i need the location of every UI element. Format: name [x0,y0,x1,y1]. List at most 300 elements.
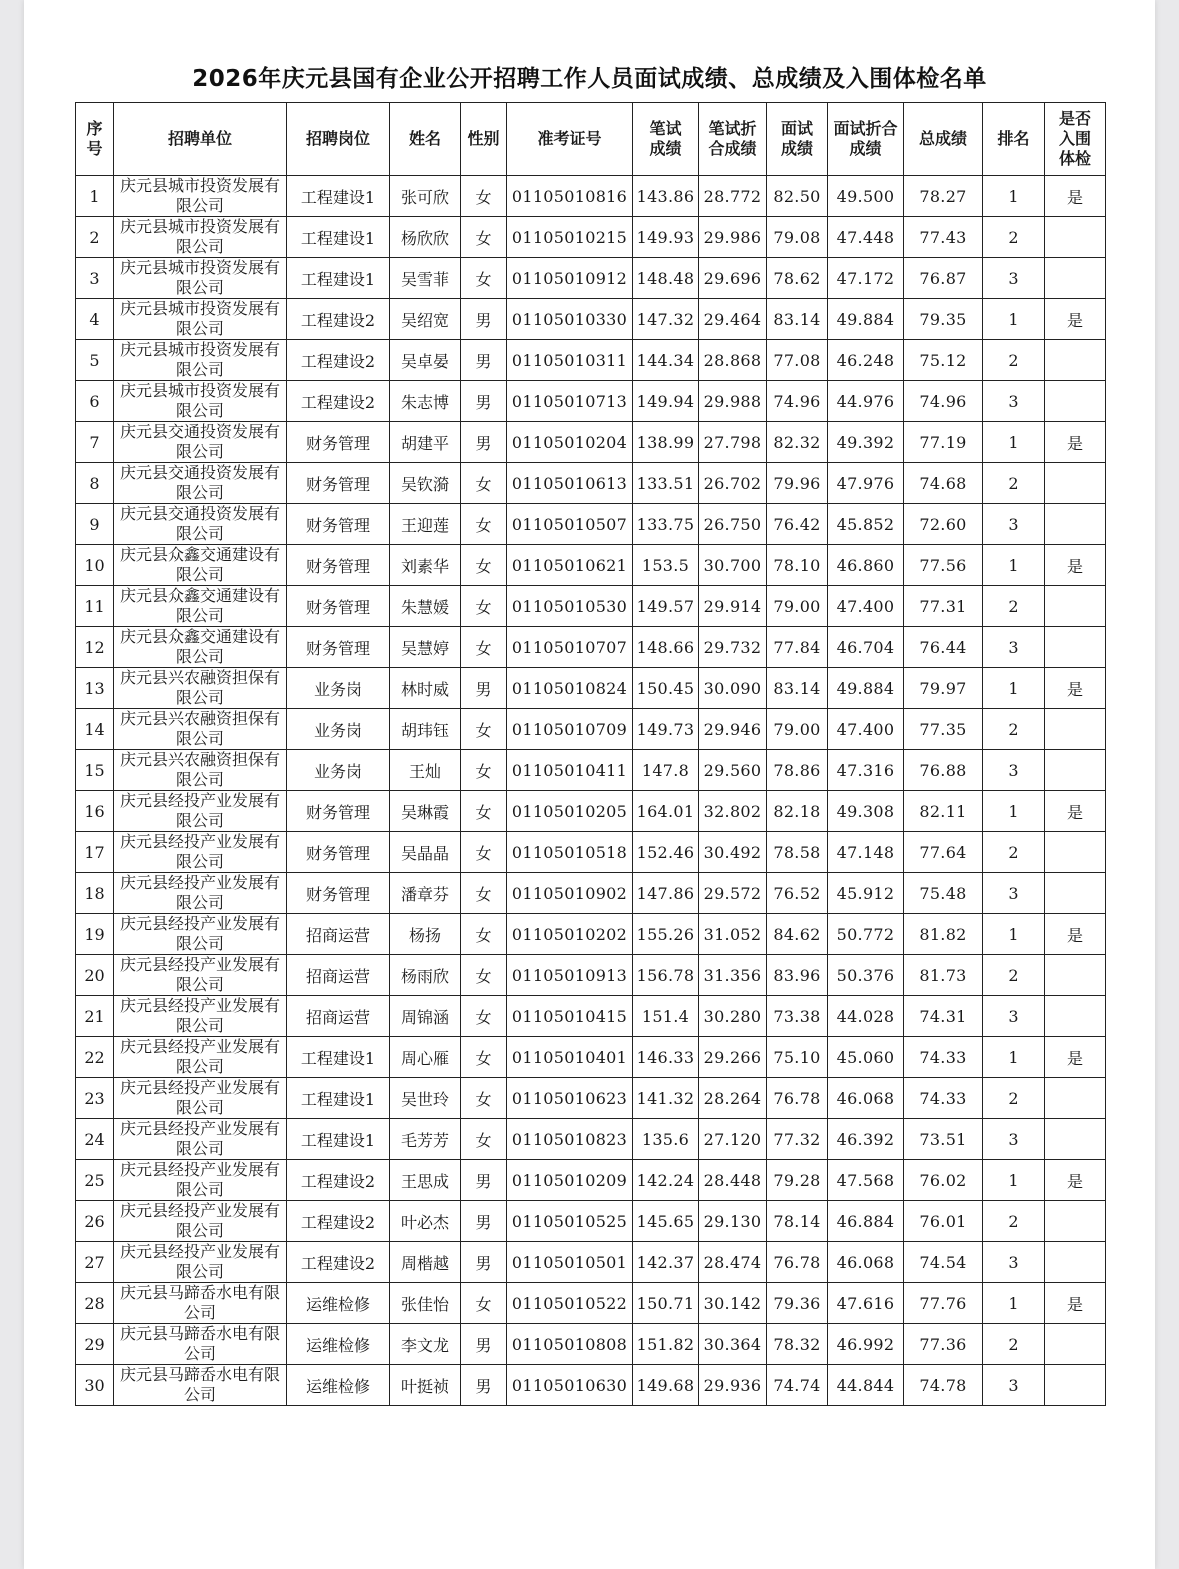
cell-total: 77.19 [904,422,983,463]
cell-name: 杨雨欣 [390,955,461,996]
table-row [76,709,1106,750]
unit-text: 庆元县经投产业发展有限公司 [119,1242,280,1281]
cell-position: 财务管理 [287,463,390,504]
cell-written-weighted: 26.702 [699,463,767,504]
table-row [76,627,1106,668]
cell-position: 工程建设1 [287,176,390,217]
cell-total: 74.54 [904,1242,983,1283]
unit-text: 庆元县兴农融资担保有限公司 [119,668,280,707]
cell-written-score: 147.86 [633,873,699,914]
cell-seq: 26 [76,1201,114,1242]
cell-rank: 2 [983,217,1045,258]
cell-rank: 3 [983,873,1045,914]
cell-gender: 男 [461,340,507,381]
cell-exam-id: 01105010808 [507,1324,633,1365]
cell-position: 工程建设2 [287,1201,390,1242]
cell-physical-exam [1045,1242,1106,1283]
cell-written-weighted: 30.280 [699,996,767,1037]
cell-rank: 1 [983,176,1045,217]
cell-position: 财务管理 [287,545,390,586]
cell-unit [114,1242,287,1283]
header-written-score: 笔试成绩 [633,103,699,176]
cell-written-weighted: 28.448 [699,1160,767,1201]
cell-unit [114,750,287,791]
table-row [76,299,1106,340]
cell-position: 运维检修 [287,1365,390,1406]
cell-physical-exam: 是 [1045,668,1106,709]
cell-interview-score: 84.62 [767,914,828,955]
cell-rank: 1 [983,545,1045,586]
cell-total: 76.88 [904,750,983,791]
cell-interview-weighted: 46.704 [828,627,904,668]
cell-exam-id: 01105010530 [507,586,633,627]
unit-text: 庆元县经投产业发展有限公司 [119,1160,280,1199]
cell-total: 79.97 [904,668,983,709]
cell-interview-weighted: 47.400 [828,586,904,627]
unit-text: 庆元县交通投资发展有限公司 [119,422,280,461]
cell-total: 74.31 [904,996,983,1037]
table-row [76,1078,1106,1119]
table-body [76,176,1106,1406]
cell-unit [114,791,287,832]
cell-interview-weighted: 47.172 [828,258,904,299]
cell-gender: 男 [461,299,507,340]
cell-gender: 女 [461,217,507,258]
cell-total: 77.36 [904,1324,983,1365]
cell-interview-weighted: 47.148 [828,832,904,873]
cell-seq: 24 [76,1119,114,1160]
cell-position: 财务管理 [287,832,390,873]
cell-gender: 女 [461,709,507,750]
cell-position: 业务岗 [287,709,390,750]
cell-interview-weighted: 46.392 [828,1119,904,1160]
cell-gender: 女 [461,832,507,873]
cell-interview-score: 74.96 [767,381,828,422]
cell-unit [114,1078,287,1119]
cell-written-score: 141.32 [633,1078,699,1119]
cell-rank: 2 [983,463,1045,504]
cell-seq: 23 [76,1078,114,1119]
cell-interview-weighted: 49.500 [828,176,904,217]
cell-physical-exam: 是 [1045,914,1106,955]
unit-text: 庆元县经投产业发展有限公司 [119,955,280,994]
cell-gender: 女 [461,750,507,791]
cell-interview-score: 76.52 [767,873,828,914]
cell-physical-exam [1045,1119,1106,1160]
cell-written-weighted: 29.986 [699,217,767,258]
cell-interview-score: 74.74 [767,1365,828,1406]
cell-gender: 女 [461,996,507,1037]
cell-written-score: 133.75 [633,504,699,545]
cell-written-score: 147.8 [633,750,699,791]
table-row [76,1242,1106,1283]
cell-written-weighted: 29.560 [699,750,767,791]
cell-position: 财务管理 [287,791,390,832]
cell-interview-score: 78.86 [767,750,828,791]
cell-rank: 3 [983,1119,1045,1160]
cell-physical-exam [1045,1201,1106,1242]
cell-seq: 13 [76,668,114,709]
cell-gender: 女 [461,955,507,996]
cell-written-weighted: 29.572 [699,873,767,914]
cell-name: 吴琳霞 [390,791,461,832]
cell-position: 工程建设1 [287,1037,390,1078]
cell-seq: 14 [76,709,114,750]
document-page [24,0,1155,1569]
cell-position: 运维检修 [287,1324,390,1365]
cell-rank: 1 [983,668,1045,709]
cell-written-weighted: 29.696 [699,258,767,299]
header-position: 招聘岗位 [287,103,390,176]
cell-unit [114,258,287,299]
cell-gender: 男 [461,1324,507,1365]
cell-interview-score: 73.38 [767,996,828,1037]
cell-interview-score: 83.14 [767,299,828,340]
cell-seq: 2 [76,217,114,258]
unit-text: 庆元县经投产业发展有限公司 [119,996,280,1035]
cell-rank: 2 [983,340,1045,381]
cell-physical-exam [1045,1078,1106,1119]
cell-exam-id: 01105010202 [507,914,633,955]
cell-position: 财务管理 [287,422,390,463]
cell-physical-exam [1045,873,1106,914]
cell-unit [114,873,287,914]
cell-gender: 女 [461,791,507,832]
cell-unit [114,217,287,258]
cell-exam-id: 01105010525 [507,1201,633,1242]
table-row [76,340,1106,381]
table-row [76,504,1106,545]
unit-text: 庆元县兴农融资担保有限公司 [119,709,280,748]
cell-name: 朱志博 [390,381,461,422]
cell-exam-id: 01105010613 [507,463,633,504]
cell-exam-id: 01105010823 [507,1119,633,1160]
cell-exam-id: 01105010311 [507,340,633,381]
cell-interview-weighted: 46.068 [828,1078,904,1119]
header-interview-weighted: 面试折合成绩 [828,103,904,176]
cell-gender: 女 [461,914,507,955]
unit-text: 庆元县众鑫交通建设有限公司 [119,586,280,625]
cell-name: 王灿 [390,750,461,791]
cell-written-weighted: 30.492 [699,832,767,873]
unit-text: 庆元县经投产业发展有限公司 [119,1078,280,1117]
cell-position: 运维检修 [287,1283,390,1324]
cell-unit [114,668,287,709]
table-row [76,1283,1106,1324]
cell-exam-id: 01105010522 [507,1283,633,1324]
cell-seq: 6 [76,381,114,422]
cell-rank: 3 [983,381,1045,422]
cell-interview-weighted: 44.844 [828,1365,904,1406]
cell-unit [114,1365,287,1406]
cell-seq: 15 [76,750,114,791]
cell-gender: 女 [461,1283,507,1324]
cell-physical-exam [1045,996,1106,1037]
unit-text: 庆元县兴农融资担保有限公司 [119,750,280,789]
cell-physical-exam [1045,504,1106,545]
cell-total: 75.48 [904,873,983,914]
cell-exam-id: 01105010501 [507,1242,633,1283]
unit-text: 庆元县马蹄岙水电有限公司 [119,1365,280,1404]
cell-name: 朱慧媛 [390,586,461,627]
cell-written-score: 144.34 [633,340,699,381]
cell-rank: 3 [983,258,1045,299]
cell-interview-weighted: 44.028 [828,996,904,1037]
cell-written-score: 133.51 [633,463,699,504]
cell-physical-exam: 是 [1045,299,1106,340]
cell-interview-weighted: 45.912 [828,873,904,914]
unit-text: 庆元县众鑫交通建设有限公司 [119,545,280,584]
cell-total: 78.27 [904,176,983,217]
cell-total: 79.35 [904,299,983,340]
cell-interview-score: 79.36 [767,1283,828,1324]
cell-written-weighted: 29.936 [699,1365,767,1406]
cell-written-score: 138.99 [633,422,699,463]
unit-text: 庆元县交通投资发展有限公司 [119,463,280,502]
cell-unit [114,381,287,422]
cell-exam-id: 01105010209 [507,1160,633,1201]
cell-seq: 9 [76,504,114,545]
cell-total: 76.02 [904,1160,983,1201]
unit-text: 庆元县马蹄岙水电有限公司 [119,1283,280,1322]
cell-interview-weighted: 45.852 [828,504,904,545]
cell-name: 刘素华 [390,545,461,586]
cell-written-score: 156.78 [633,955,699,996]
table-row [76,996,1106,1037]
document-title: 2026年庆元县国有企业公开招聘工作人员面试成绩、总成绩及入围体检名单 [192,66,987,92]
cell-interview-weighted: 47.316 [828,750,904,791]
cell-seq: 19 [76,914,114,955]
cell-interview-score: 79.00 [767,586,828,627]
cell-unit [114,176,287,217]
cell-physical-exam: 是 [1045,545,1106,586]
cell-unit [114,709,287,750]
cell-position: 招商运营 [287,914,390,955]
table-row [76,873,1106,914]
cell-interview-score: 76.78 [767,1078,828,1119]
table-row [76,955,1106,996]
cell-interview-score: 78.32 [767,1324,828,1365]
cell-gender: 男 [461,1160,507,1201]
cell-interview-score: 76.42 [767,504,828,545]
cell-written-weighted: 29.464 [699,299,767,340]
cell-unit [114,1324,287,1365]
cell-interview-score: 82.32 [767,422,828,463]
cell-written-score: 164.01 [633,791,699,832]
cell-gender: 女 [461,873,507,914]
cell-exam-id: 01105010709 [507,709,633,750]
cell-position: 业务岗 [287,668,390,709]
cell-total: 74.96 [904,381,983,422]
cell-exam-id: 01105010401 [507,1037,633,1078]
table-row [76,258,1106,299]
table-row [76,914,1106,955]
cell-exam-id: 01105010623 [507,1078,633,1119]
cell-written-weighted: 29.130 [699,1201,767,1242]
cell-total: 74.33 [904,1078,983,1119]
cell-written-weighted: 28.772 [699,176,767,217]
cell-written-score: 143.86 [633,176,699,217]
cell-written-score: 149.57 [633,586,699,627]
cell-name: 吴卓晏 [390,340,461,381]
cell-interview-score: 78.10 [767,545,828,586]
cell-written-weighted: 28.264 [699,1078,767,1119]
cell-rank: 3 [983,996,1045,1037]
cell-interview-weighted: 49.308 [828,791,904,832]
unit-text: 庆元县城市投资发展有限公司 [119,258,280,297]
cell-physical-exam [1045,955,1106,996]
cell-name: 吴慧婷 [390,627,461,668]
cell-position: 工程建设2 [287,381,390,422]
cell-exam-id: 01105010507 [507,504,633,545]
cell-name: 吴世玲 [390,1078,461,1119]
cell-seq: 8 [76,463,114,504]
cell-name: 张佳怡 [390,1283,461,1324]
header-row [76,103,1106,176]
cell-interview-score: 82.18 [767,791,828,832]
cell-rank: 3 [983,1242,1045,1283]
cell-exam-id: 01105010204 [507,422,633,463]
cell-written-weighted: 28.868 [699,340,767,381]
cell-exam-id: 01105010707 [507,627,633,668]
cell-written-weighted: 29.946 [699,709,767,750]
cell-seq: 22 [76,1037,114,1078]
cell-interview-score: 78.14 [767,1201,828,1242]
cell-name: 吴钦漪 [390,463,461,504]
cell-gender: 男 [461,381,507,422]
cell-interview-weighted: 46.992 [828,1324,904,1365]
header-rank: 排名 [983,103,1045,176]
cell-written-score: 147.32 [633,299,699,340]
cell-interview-score: 83.96 [767,955,828,996]
cell-gender: 男 [461,1365,507,1406]
cell-written-score: 151.4 [633,996,699,1037]
cell-gender: 女 [461,586,507,627]
cell-seq: 25 [76,1160,114,1201]
unit-text: 庆元县城市投资发展有限公司 [119,176,280,215]
cell-gender: 男 [461,422,507,463]
cell-position: 业务岗 [287,750,390,791]
cell-unit [114,1201,287,1242]
cell-written-score: 149.73 [633,709,699,750]
cell-physical-exam [1045,340,1106,381]
cell-name: 吴雪菲 [390,258,461,299]
header-total: 总成绩 [904,103,983,176]
cell-unit [114,914,287,955]
cell-gender: 女 [461,1078,507,1119]
cell-seq: 21 [76,996,114,1037]
cell-seq: 3 [76,258,114,299]
cell-seq: 11 [76,586,114,627]
cell-total: 82.11 [904,791,983,832]
cell-written-weighted: 29.732 [699,627,767,668]
cell-name: 胡建平 [390,422,461,463]
cell-physical-exam [1045,258,1106,299]
cell-seq: 20 [76,955,114,996]
cell-total: 77.64 [904,832,983,873]
cell-total: 72.60 [904,504,983,545]
cell-name: 毛芳芳 [390,1119,461,1160]
cell-physical-exam: 是 [1045,422,1106,463]
cell-name: 潘章芬 [390,873,461,914]
cell-physical-exam: 是 [1045,1037,1106,1078]
unit-text: 庆元县经投产业发展有限公司 [119,873,280,912]
cell-gender: 女 [461,258,507,299]
cell-seq: 16 [76,791,114,832]
cell-name: 吴晶晶 [390,832,461,873]
table-row [76,422,1106,463]
cell-physical-exam [1045,627,1106,668]
cell-name: 周心雁 [390,1037,461,1078]
cell-exam-id: 01105010824 [507,668,633,709]
cell-gender: 女 [461,176,507,217]
unit-text: 庆元县经投产业发展有限公司 [119,914,280,953]
cell-interview-weighted: 47.568 [828,1160,904,1201]
table-row [76,463,1106,504]
cell-rank: 2 [983,832,1045,873]
cell-written-weighted: 27.120 [699,1119,767,1160]
cell-written-weighted: 28.474 [699,1242,767,1283]
cell-total: 74.33 [904,1037,983,1078]
cell-exam-id: 01105010816 [507,176,633,217]
cell-total: 73.51 [904,1119,983,1160]
cell-unit [114,955,287,996]
cell-interview-weighted: 49.884 [828,299,904,340]
cell-exam-id: 01105010621 [507,545,633,586]
cell-interview-weighted: 46.248 [828,340,904,381]
cell-interview-score: 78.62 [767,258,828,299]
cell-gender: 女 [461,504,507,545]
cell-interview-weighted: 49.392 [828,422,904,463]
cell-unit [114,1037,287,1078]
cell-interview-score: 78.58 [767,832,828,873]
cell-rank: 1 [983,1160,1045,1201]
cell-rank: 2 [983,1201,1045,1242]
cell-position: 工程建设1 [287,1119,390,1160]
cell-unit [114,996,287,1037]
cell-exam-id: 01105010330 [507,299,633,340]
table-row [76,1201,1106,1242]
cell-written-score: 148.48 [633,258,699,299]
cell-name: 吴绍宽 [390,299,461,340]
cell-total: 77.76 [904,1283,983,1324]
cell-rank: 3 [983,504,1045,545]
table-row [76,791,1106,832]
cell-written-weighted: 31.356 [699,955,767,996]
cell-rank: 2 [983,955,1045,996]
table-row [76,1160,1106,1201]
cell-name: 张可欣 [390,176,461,217]
cell-total: 77.31 [904,586,983,627]
cell-physical-exam [1045,750,1106,791]
cell-seq: 30 [76,1365,114,1406]
cell-unit [114,832,287,873]
cell-interview-weighted: 47.616 [828,1283,904,1324]
cell-total: 77.56 [904,545,983,586]
cell-rank: 1 [983,791,1045,832]
cell-physical-exam [1045,1365,1106,1406]
table-row [76,668,1106,709]
cell-written-score: 150.45 [633,668,699,709]
cell-written-score: 153.5 [633,545,699,586]
cell-exam-id: 01105010215 [507,217,633,258]
cell-unit [114,340,287,381]
results-table [75,102,1106,1406]
cell-written-weighted: 30.364 [699,1324,767,1365]
cell-seq: 17 [76,832,114,873]
cell-written-score: 155.26 [633,914,699,955]
cell-interview-score: 76.78 [767,1242,828,1283]
